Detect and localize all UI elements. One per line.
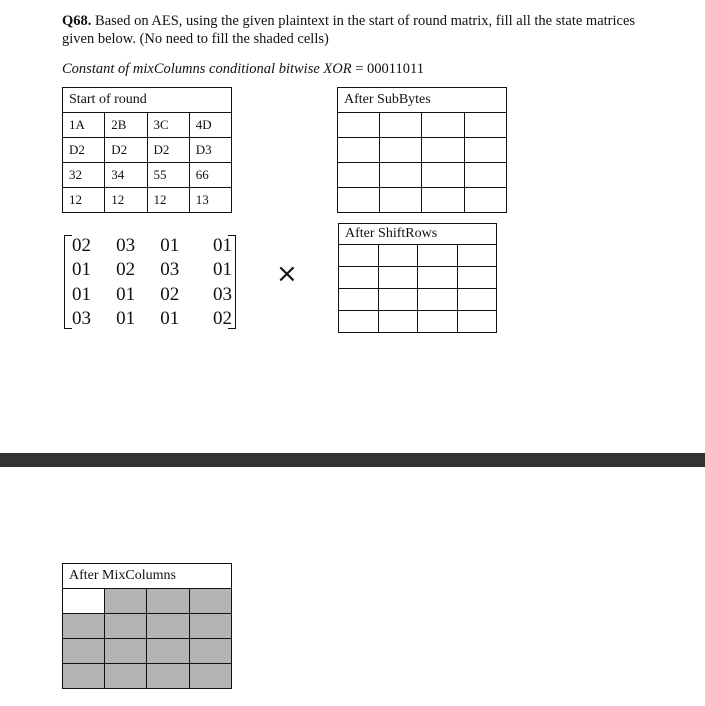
empty-cell[interactable] [339, 267, 379, 289]
state-cell: 4D [189, 113, 231, 138]
empty-cell[interactable] [422, 113, 464, 138]
state-cell: 12 [147, 188, 189, 213]
shaded-cell [105, 614, 147, 639]
state-cell: 3C [147, 113, 189, 138]
empty-cell[interactable] [464, 138, 506, 163]
shaded-cell [63, 664, 105, 689]
question-number: Q68. [62, 13, 92, 29]
state-cell: 32 [63, 163, 105, 188]
matrix-cell: 03 [116, 235, 136, 256]
empty-cell[interactable] [422, 163, 464, 188]
state-cell: 13 [189, 188, 231, 213]
matrix-cell: 01 [72, 259, 91, 280]
page-divider [0, 453, 705, 467]
matrix-cell: 01 [160, 235, 180, 256]
empty-cell[interactable] [338, 138, 380, 163]
empty-cell[interactable] [380, 163, 422, 188]
after-shiftrows-title: After ShiftRows [339, 224, 497, 245]
empty-cell[interactable] [378, 289, 418, 311]
after-mixcolumns-table [62, 563, 232, 689]
state-cell: 1A [63, 113, 105, 138]
matrix-cell: 01 [160, 308, 180, 329]
empty-cell[interactable] [380, 113, 422, 138]
matrix-cell: 03 [160, 259, 180, 280]
shaded-cell [147, 589, 189, 614]
empty-cell[interactable] [418, 289, 458, 311]
shaded-cell [147, 614, 189, 639]
shaded-cell [189, 664, 231, 689]
state-cell: 12 [105, 188, 147, 213]
matrix-cell: 02 [213, 308, 233, 329]
after-mixcolumns-title: After MixColumns [63, 564, 232, 589]
after-subbytes-table [337, 87, 507, 213]
empty-cell[interactable] [464, 163, 506, 188]
matrix-cell: 02 [116, 259, 136, 280]
empty-cell[interactable] [339, 289, 379, 311]
start-of-round-table [62, 87, 232, 213]
empty-cell[interactable] [464, 188, 506, 213]
matrix-row [72, 257, 232, 282]
constant-value: = 00011011 [355, 61, 424, 77]
state-cell: 12 [63, 188, 105, 213]
empty-cell[interactable] [339, 245, 379, 267]
shaded-cell [63, 639, 105, 664]
shaded-cell [105, 664, 147, 689]
empty-cell[interactable] [378, 311, 418, 333]
empty-cell[interactable] [339, 311, 379, 333]
shaded-cell [105, 589, 147, 614]
empty-cell[interactable] [338, 113, 380, 138]
empty-cell[interactable] [380, 188, 422, 213]
state-cell: D2 [147, 138, 189, 163]
empty-cell[interactable] [380, 138, 422, 163]
empty-cell[interactable] [63, 589, 105, 614]
empty-cell[interactable] [418, 311, 458, 333]
shaded-cell [147, 639, 189, 664]
xor-constant [62, 60, 424, 78]
shaded-cell [189, 589, 231, 614]
shaded-cell [189, 639, 231, 664]
start-of-round-title: Start of round [63, 88, 232, 113]
mixcolumns-matrix [62, 233, 238, 329]
matrix-cell: 02 [160, 284, 180, 305]
empty-cell[interactable] [464, 113, 506, 138]
empty-cell[interactable] [457, 245, 497, 267]
matrix-row [72, 306, 232, 331]
state-cell: D3 [189, 138, 231, 163]
empty-cell[interactable] [338, 188, 380, 213]
matrix-row [72, 282, 232, 307]
after-shiftrows-table [338, 223, 497, 333]
question-text [62, 12, 662, 48]
state-cell: 2B [105, 113, 147, 138]
empty-cell[interactable] [338, 163, 380, 188]
empty-cell[interactable] [457, 311, 497, 333]
matrix-row [72, 233, 232, 258]
matrix-cell: 01 [213, 235, 233, 256]
question-body: Based on AES, using the given plaintext in the start of round matrix, fill all the state matrices given below. (No need to fill the shaded cells) [62, 13, 636, 47]
matrix-cell: 01 [213, 259, 233, 280]
empty-cell[interactable] [418, 267, 458, 289]
empty-cell[interactable] [457, 289, 497, 311]
matrix-cell: 01 [116, 308, 136, 329]
empty-cell[interactable] [422, 188, 464, 213]
multiply-icon: × [276, 259, 298, 289]
left-bracket [64, 235, 72, 329]
empty-cell[interactable] [422, 138, 464, 163]
state-cell: D2 [105, 138, 147, 163]
shaded-cell [105, 639, 147, 664]
state-cell: D2 [63, 138, 105, 163]
matrix-cell: 02 [72, 235, 91, 256]
shaded-cell [189, 614, 231, 639]
state-cell: 66 [189, 163, 231, 188]
matrix-cell: 03 [213, 284, 233, 305]
empty-cell[interactable] [457, 267, 497, 289]
state-cell: 55 [147, 163, 189, 188]
empty-cell[interactable] [418, 245, 458, 267]
state-cell: 34 [105, 163, 147, 188]
matrix-cell: 01 [72, 284, 91, 305]
empty-cell[interactable] [378, 245, 418, 267]
matrix-cell: 03 [72, 308, 91, 329]
matrix-cell: 01 [116, 284, 136, 305]
empty-cell[interactable] [378, 267, 418, 289]
after-subbytes-title: After SubBytes [338, 88, 507, 113]
shaded-cell [63, 614, 105, 639]
constant-label: Constant of mixColumns conditional bitwise XOR [62, 61, 352, 77]
shaded-cell [147, 664, 189, 689]
